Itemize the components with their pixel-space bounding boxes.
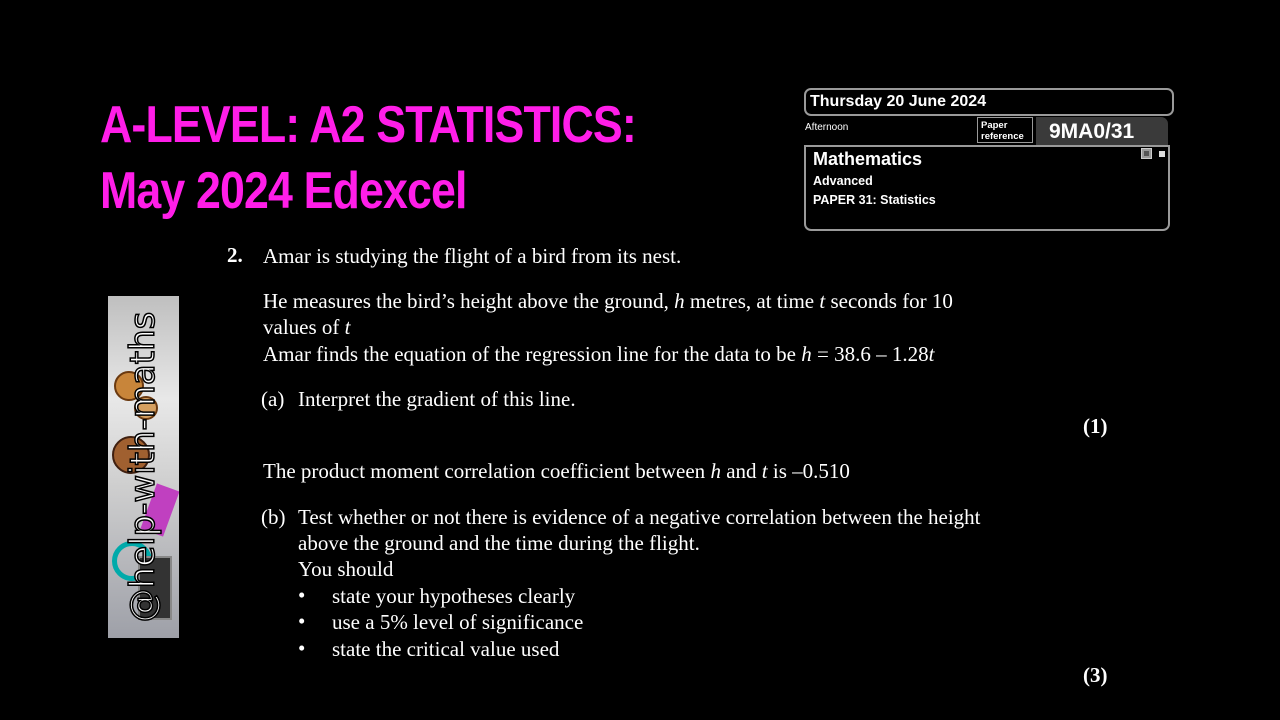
bullet-icon: •: [298, 636, 306, 660]
paper-name: PAPER 31: Statistics: [813, 193, 936, 207]
bullet-item-2: use a 5% level of significance: [332, 610, 584, 634]
exam-date-box: Thursday 20 June 2024: [804, 88, 1174, 116]
measurement-line-1: He measures the bird’s height above the ground, h metres, at time t seconds for 10: [263, 289, 953, 313]
measurement-line-2: values of t: [263, 315, 351, 339]
part-b-line-1: Test whether or not there is evidence of a negative correlation between the height: [298, 505, 981, 529]
part-a-text: Interpret the gradient of this line.: [298, 387, 576, 411]
question-number: 2.: [227, 243, 243, 267]
part-b-line-2: above the ground and the time during the flight.: [298, 531, 700, 555]
part-a-marks: (1): [1083, 414, 1108, 438]
channel-watermark-banner: [108, 296, 179, 638]
paper-reference-label: [977, 117, 1033, 143]
regression-line-text: Amar finds the equation of the regression line for the data to be h = 38.6 – 1.28t: [263, 342, 935, 366]
pmcc-statement: The product moment correlation coefficient between h and t is –0.510: [263, 459, 850, 483]
title-line-2: May 2024 Edexcel: [100, 162, 467, 220]
video-title: [100, 92, 636, 224]
paper-reference-label-line1: Paper: [981, 120, 1008, 131]
part-a-label: (a): [261, 387, 285, 411]
small-square-icon: [1159, 151, 1165, 157]
part-b-line-3: You should: [298, 557, 394, 581]
subject-level: Advanced: [813, 174, 873, 188]
bullet-item-1: state your hypotheses clearly: [332, 584, 576, 608]
bullet-icon: •: [298, 583, 306, 607]
subject-name: Mathematics: [813, 149, 923, 169]
subject-box: [804, 145, 1170, 231]
watermark-text: @help-with-maths: [123, 311, 163, 623]
paper-reference-label-line2: reference: [981, 131, 1024, 142]
paper-code: 9MA0/31: [1036, 117, 1168, 145]
part-b-marks: (3): [1083, 663, 1108, 687]
question-intro: Amar is studying the flight of a bird from its nest.: [263, 244, 682, 268]
bullet-item-3: state the critical value used: [332, 637, 560, 661]
exam-session: Afternoon: [805, 122, 849, 133]
bullet-icon: •: [298, 609, 306, 633]
part-b-label: (b): [261, 505, 286, 529]
title-line-1: A-LEVEL: A2 STATISTICS:: [100, 96, 636, 154]
barcode-square-icon: [1141, 148, 1152, 159]
